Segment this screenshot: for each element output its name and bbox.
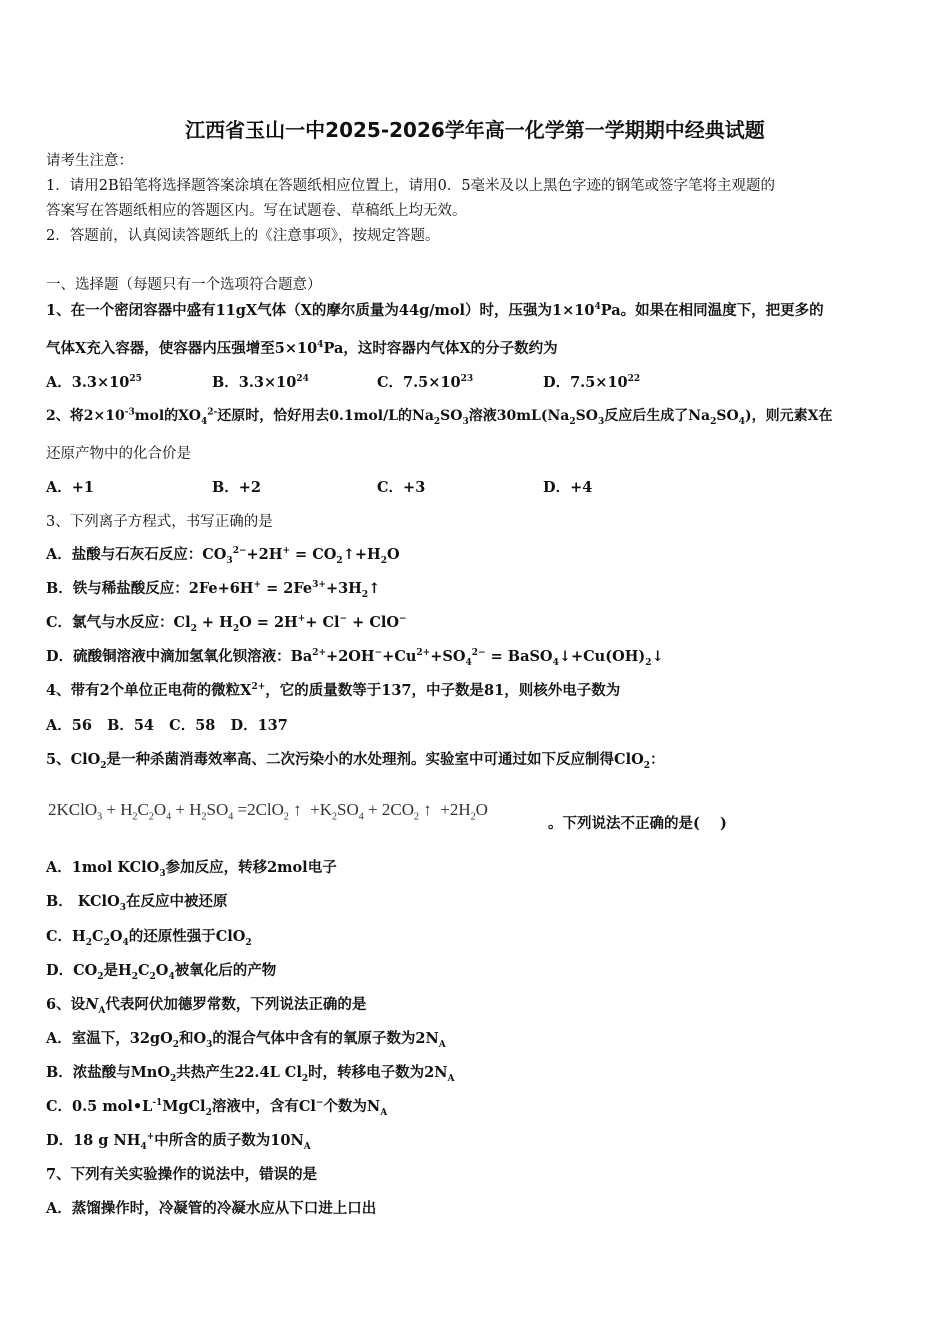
- q1-stem-line2: [46, 339, 558, 359]
- q3-d-text: ↓+Cu(OH): [558, 648, 646, 665]
- eq-sub: 2: [470, 811, 476, 823]
- q6-text: 代表阿伏加德罗常数，下列说法正确的是: [105, 996, 367, 1013]
- q5-d-sub: 2: [149, 971, 156, 982]
- eq-sub: 2: [201, 811, 207, 823]
- q1-text: Pa，这时容器内气体X的分子数约为: [323, 340, 558, 357]
- q3-c-sup: −: [339, 614, 348, 625]
- q4-text: ，它的质量数等于137，中子数是81，则核外电子数为: [265, 682, 621, 699]
- q3-b-sup: +: [253, 580, 262, 591]
- eq-text: SO: [206, 800, 229, 819]
- option-sup: 22: [627, 374, 641, 385]
- q5-question: 。下列说法不正确的是( ): [548, 815, 727, 832]
- q6-b-text: 时，转移电子数为2N: [308, 1064, 448, 1081]
- q6-b-sub: 2: [301, 1073, 309, 1084]
- q3-c-sub: 2: [232, 623, 240, 634]
- q3-d-sub: 4: [465, 657, 472, 668]
- q6-d-sub: 4: [140, 1141, 147, 1152]
- q2-text: )，则元素X在: [744, 408, 833, 424]
- section-heading: 一、选择题（每题只有一个选项符合题意）: [46, 277, 322, 293]
- q5-b-text: 在反应中被还原: [125, 893, 228, 910]
- q5-d-text: 是H: [103, 962, 132, 979]
- q2-sub: 3: [462, 416, 469, 427]
- q5-d-sub: 2: [131, 971, 138, 982]
- q3-option-c[interactable]: [46, 613, 407, 633]
- eq-text: + H: [171, 800, 202, 819]
- q6-a-text: A．室温下，32gO: [46, 1030, 173, 1047]
- q6-d-text: 中所含的质子数为10N: [154, 1132, 304, 1149]
- q6-b-sub: 2: [169, 1073, 177, 1084]
- q3-option-a[interactable]: [46, 545, 400, 565]
- option-text: A．3.3×10: [46, 374, 130, 391]
- q5-c-sub: 2: [103, 937, 110, 948]
- q6-c-text: C．0.5 mol•L: [46, 1098, 153, 1115]
- q3-a-text: A．盐酸与石灰石反应：CO: [46, 546, 227, 563]
- q3-b-text: ↑: [368, 580, 381, 597]
- eq-sub: 4: [358, 811, 364, 823]
- q3-c-text: C．氯气与水反应：Cl: [46, 614, 191, 631]
- q6-a-sub: 3: [206, 1039, 213, 1050]
- q2-stem-line2: 还原产物中的化合价是: [46, 446, 191, 462]
- q3-a-text: ↑+H: [342, 546, 381, 563]
- page-title: 江西省玉山一中2025-2026学年高一化学第一学期期中经典试题: [185, 118, 765, 142]
- q3-stem: 3、下列离子方程式，书写正确的是: [46, 514, 273, 530]
- eq-text: ↑ +2H: [418, 800, 471, 819]
- q2-option-d[interactable]: D．+4: [543, 479, 593, 496]
- q5-text: ：: [650, 751, 665, 768]
- q3-d-text: +SO: [430, 648, 466, 665]
- q3-option-d[interactable]: [46, 647, 664, 667]
- q2-sub: 4: [738, 416, 745, 427]
- q3-b-sub: 2: [361, 589, 369, 600]
- q5-d-text: C: [137, 962, 150, 979]
- q3-c-text: + H: [196, 614, 233, 631]
- q2-text: 溶液30mL(Na: [468, 408, 570, 424]
- q2-option-b[interactable]: B．+2: [212, 479, 261, 496]
- q5-c-text: 的还原性强于ClO: [128, 928, 246, 945]
- q5-c-text: C．H: [46, 928, 86, 945]
- q2-sup: -3: [124, 407, 135, 418]
- q3-a-sub: 3: [226, 555, 233, 566]
- eq-text: + H: [102, 800, 133, 819]
- q5-d-text: O: [155, 962, 169, 979]
- option-sup: 25: [129, 374, 142, 385]
- q1-option-c[interactable]: [377, 373, 473, 393]
- q6-option-a[interactable]: [46, 1029, 446, 1049]
- q5-d-text: 被氧化后的产物: [174, 962, 277, 979]
- q5-a-text: 参加反应，转移2mol电子: [165, 859, 337, 876]
- q2-text: SO: [575, 408, 598, 424]
- eq-sub: 3: [97, 811, 103, 823]
- q2-option-a[interactable]: A．+1: [46, 479, 94, 496]
- q7-stem: 7、下列有关实验操作的说法中，错误的是: [46, 1166, 318, 1183]
- q2-option-c[interactable]: C．+3: [377, 479, 426, 496]
- q1-text: Pa。如果在相同温度下，把更多的: [600, 302, 824, 319]
- q3-d-sup: 2+: [416, 648, 431, 659]
- q6-a-text: 的混合气体中含有的氧原子数为2N: [212, 1030, 439, 1047]
- q2-text: 还原时，恰好用去0.1mol/L的Na: [217, 408, 434, 424]
- q5-sub: 2: [643, 760, 650, 771]
- q2-text: 2、将2×10: [46, 408, 125, 424]
- q3-a-sup: +: [282, 546, 290, 557]
- q3-d-sub: 4: [552, 657, 559, 668]
- q6-c-sub: 2: [205, 1107, 212, 1118]
- eq-text: ↑ +K: [288, 800, 333, 819]
- q3-d-text: D．硫酸铜溶液中滴加氢氧化钡溶液：Ba: [46, 648, 313, 665]
- q6-b-text: B．浓盐酸与MnO: [46, 1064, 170, 1081]
- q5-c-sub: 2: [85, 937, 93, 948]
- q3-a-text: O: [386, 546, 400, 563]
- q6-stem: [46, 995, 366, 1015]
- q5-d-sub: 2: [97, 971, 104, 982]
- q3-a-text: +2H: [246, 546, 283, 563]
- q3-b-sup: 3+: [312, 580, 326, 591]
- q1-stem-line1: [46, 301, 824, 321]
- eq-sub: 2: [283, 811, 289, 823]
- q6-text: 6、设: [46, 996, 86, 1013]
- q3-c-text: O = 2H: [239, 614, 298, 631]
- q4-sup: 2+: [251, 682, 266, 693]
- q5-text: 是一种杀菌消毒效率高、二次污染小的水处理剂。实验室中可通过如下反应制得ClO: [106, 751, 644, 768]
- q5-option-d[interactable]: [46, 961, 276, 981]
- q6-c-text: 个数为N: [323, 1098, 381, 1115]
- q3-b-text: B．铁与稀盐酸反应：2Fe+6H: [46, 580, 254, 597]
- q5-b-text: B． KClO: [46, 893, 120, 910]
- q5-option-c[interactable]: [46, 927, 252, 947]
- q6-b-sub: A: [447, 1073, 455, 1084]
- q1-text: 1、在一个密闭容器中盛有11gX气体（X的摩尔质量为44g/mol）时，压强为1×10: [46, 302, 595, 319]
- q6-d-sup: +: [146, 1132, 155, 1143]
- q3-d-text: +2OH: [326, 648, 375, 665]
- q3-c-sup: +: [297, 614, 306, 625]
- q1-option-a[interactable]: [46, 373, 142, 393]
- q5-b-sub: 3: [119, 902, 126, 913]
- q2-text: SO: [716, 408, 739, 424]
- q3-b-text: +3H: [325, 580, 362, 597]
- q4-options[interactable]: A．56 B．54 C．58 D．137: [46, 717, 288, 734]
- q5-equation: [48, 800, 488, 823]
- q6-c-text: 溶液中，含有Cl: [211, 1098, 316, 1115]
- q3-a-sub: 2: [336, 555, 343, 566]
- q6-sub: A: [98, 1005, 106, 1016]
- eq-sub: 2: [132, 811, 138, 823]
- q3-a-text: = CO: [290, 546, 337, 563]
- notice-line-1-cont: 答案写在答题纸相应的答题区内。写在试题卷、草稿纸上均无效。: [46, 203, 467, 219]
- q6-option-c[interactable]: [46, 1097, 387, 1117]
- q7-option-a[interactable]: A．蒸馏操作时，冷凝管的冷凝水应从下口进上口出: [46, 1200, 377, 1217]
- q3-d-text: ↓: [651, 648, 664, 665]
- q4-text: 4、带有2个单位正电荷的微粒X: [46, 682, 252, 699]
- q3-c-text: + Cl: [305, 614, 340, 631]
- q5-d-sub: 4: [168, 971, 175, 982]
- q3-d-sub: 2: [645, 657, 652, 668]
- option-text: C．7.5×10: [377, 374, 461, 391]
- q6-italic: N: [85, 996, 99, 1013]
- q2-sub: 2: [569, 416, 576, 427]
- q3-d-sup: −: [374, 648, 383, 659]
- q3-d-text: +Cu: [382, 648, 417, 665]
- q5-c-sub: 4: [122, 937, 129, 948]
- q3-a-sub: 2: [380, 555, 387, 566]
- q2-text: 反应后生成了Na: [604, 408, 711, 424]
- q6-c-text: MgCl: [162, 1098, 206, 1115]
- eq-sub: 4: [166, 811, 172, 823]
- q5-text: 5、ClO: [46, 751, 101, 768]
- eq-sub: 2: [332, 811, 338, 823]
- eq-text: 2KClO: [48, 800, 98, 819]
- q1-option-d[interactable]: [543, 373, 640, 393]
- eq-text: SO: [337, 800, 359, 819]
- eq-text: O: [153, 800, 167, 819]
- q1-option-b[interactable]: [212, 373, 309, 393]
- option-text: B．3.3×10: [212, 374, 297, 391]
- q3-d-sup: 2+: [312, 648, 327, 659]
- q3-a-sup: 2−: [232, 546, 247, 557]
- q2-text: mol的XO: [134, 408, 201, 424]
- eq-text: =2ClO: [233, 800, 284, 819]
- q2-sub: 2: [433, 416, 441, 427]
- q6-d-sub: A: [303, 1141, 311, 1152]
- q2-sup: 2-: [207, 407, 218, 418]
- q6-a-text: 和O: [178, 1030, 207, 1047]
- q5-c-text: O: [109, 928, 123, 945]
- q2-sub: 4: [200, 416, 208, 427]
- q1-text: 气体X充入容器，使容器内压强增至5×10: [46, 340, 318, 357]
- q6-d-text: D．18 g NH: [46, 1132, 141, 1149]
- q5-stem: [46, 750, 665, 770]
- notice-line-2: 2．答题前，认真阅读答题纸上的《注意事项》，按规定答题。: [46, 228, 440, 244]
- q6-c-sup: −: [315, 1098, 324, 1109]
- q5-a-text: A．1mol KClO: [46, 859, 160, 876]
- q2-stem-line1: [46, 406, 832, 426]
- q2-sub: 2: [710, 416, 717, 427]
- option-sup: 24: [296, 374, 309, 385]
- eq-text: O: [475, 800, 488, 819]
- option-text: D．7.5×10: [543, 374, 628, 391]
- q3-d-sup: 2−: [471, 648, 486, 659]
- q6-option-b[interactable]: [46, 1063, 454, 1083]
- q5-sub: 2: [100, 760, 107, 771]
- q3-d-text: = BaSO: [485, 648, 553, 665]
- q5-c-sub: 2: [245, 937, 252, 948]
- q6-b-text: 共热产生22.4L Cl: [176, 1064, 302, 1081]
- eq-text: + 2CO: [363, 800, 414, 819]
- notice-line-1: 1．请用2B铅笔将选择题答案涂填在答题纸相应位置上，请用0．5毫米及以上黑色字迹的钢笔或签字笔将主观题的: [46, 178, 776, 194]
- q6-option-d[interactable]: [46, 1131, 311, 1151]
- q5-a-sub: 3: [159, 868, 166, 879]
- q3-c-sup: −: [399, 614, 407, 625]
- q2-sub: 3: [597, 416, 605, 427]
- q6-a-sub: A: [438, 1039, 446, 1050]
- notice-heading: 请考生注意：: [46, 153, 133, 169]
- q3-c-text: + ClO: [347, 614, 400, 631]
- q1-sup: 4: [317, 340, 324, 351]
- eq-sub: 2: [148, 811, 154, 823]
- q2-text: SO: [440, 408, 463, 424]
- q5-c-text: C: [92, 928, 104, 945]
- eq-text: C: [137, 800, 149, 819]
- q1-sup: 4: [594, 302, 601, 313]
- q3-option-b[interactable]: [46, 579, 380, 599]
- q5-d-text: D．CO: [46, 962, 98, 979]
- q6-c-sup: -1: [152, 1098, 163, 1109]
- q4-stem: [46, 681, 620, 701]
- q5-option-b[interactable]: [46, 892, 227, 912]
- q5-option-a[interactable]: [46, 858, 337, 878]
- eq-sub: 4: [228, 811, 234, 823]
- eq-sub: 2: [413, 811, 419, 823]
- q3-c-sub: 2: [190, 623, 197, 634]
- option-sup: 23: [460, 374, 474, 385]
- q6-c-sub: A: [380, 1107, 388, 1118]
- q3-b-text: = 2Fe: [261, 580, 313, 597]
- q6-a-sub: 2: [172, 1039, 179, 1050]
